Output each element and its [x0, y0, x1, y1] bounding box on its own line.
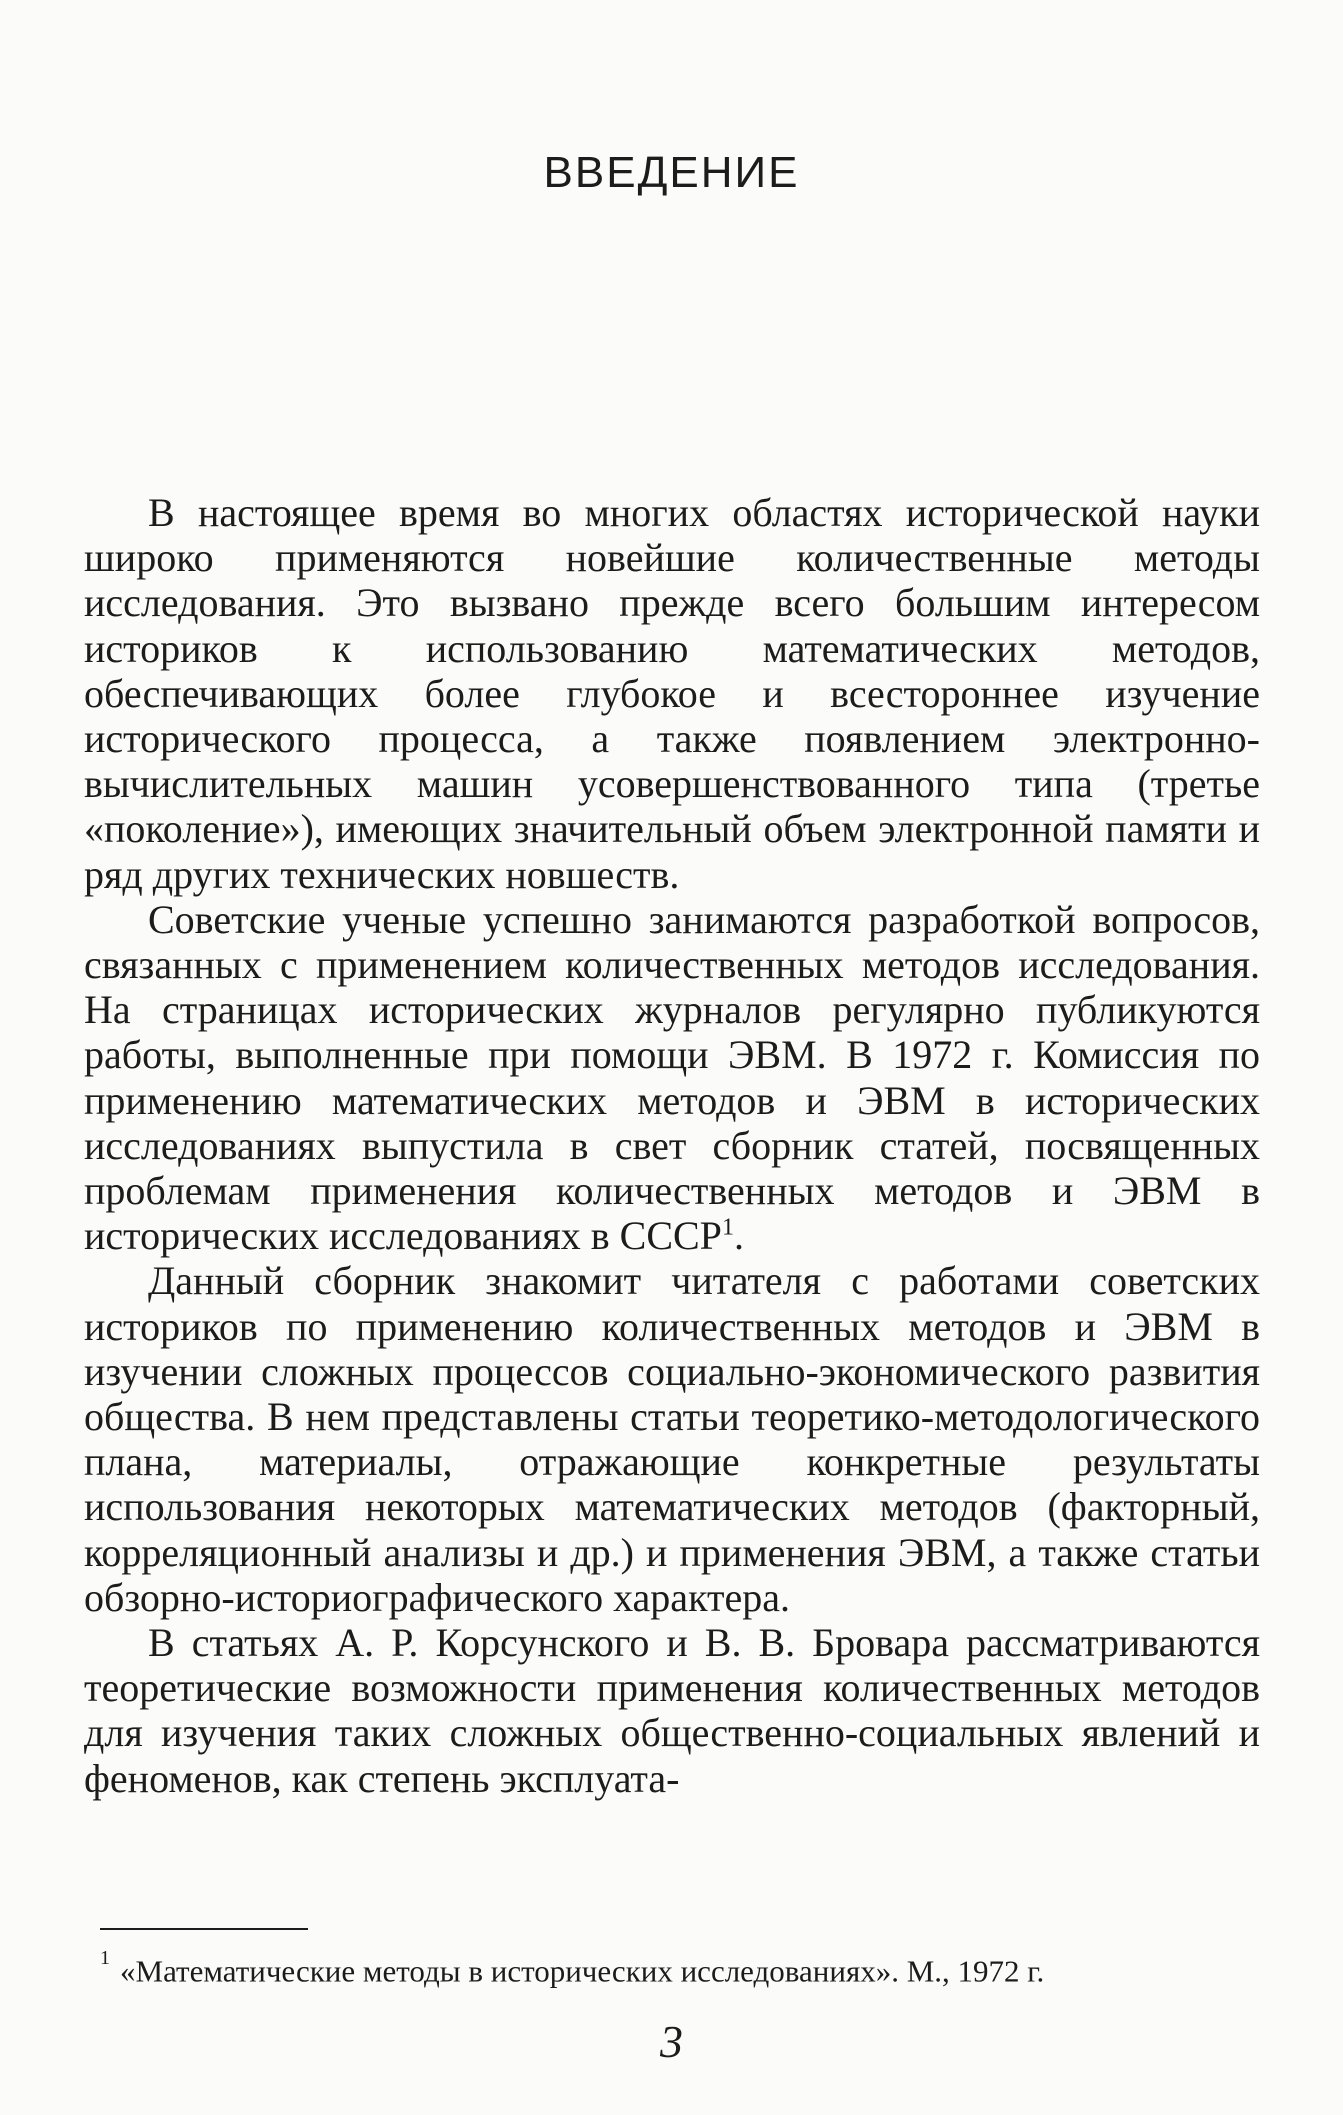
page-number: 3 [660, 2016, 683, 2067]
paragraph-2-text: Советские ученые успешно занимаются разработкой вопросов, связанных с применением количественных методов исследования. На страницах исторических журналов регулярно публикуются работы, выполненные при помощи ЭВМ. В 1972 г. Комиссия по применению математических методов и ЭВМ в исторических исследованиях выпустила в свет сборник статей, посвященных проблемам применения количественных методов и ЭВМ в исторических исследованиях в СССР [84, 896, 1260, 1259]
body-text [84, 490, 1260, 1801]
paragraph-1: В настоящее время во многих областях исторической науки широко применяются новейшие количественные методы исследования. Это вызвано прежде всего большим интересом историков к использованию математических методов, обеспечивающих более глубокое и всестороннее изучение исторического процесса, а также появлением электронно-вычислительных машин усовершенствованного типа (третье «поколение»), имеющих значительный объем электронной памяти и ряд других технических новшеств. [84, 490, 1260, 897]
chapter-title: ВВЕДЕНИЕ [543, 148, 800, 197]
footnote [100, 1944, 1280, 1991]
footnote-divider [100, 1928, 308, 1930]
footnote-text: «Математические методы в исторических исследованиях». М., 1972 г. [120, 1953, 1045, 1989]
footnote-reference[interactable]: 1 [721, 1214, 734, 1241]
paragraph-2 [84, 897, 1260, 1259]
paragraph-4: В статьях А. Р. Корсунского и В. В. Бровара рассматриваются теоретические возможности применения количественных методов для изучения таких сложных общественно-социальных явлений и феноменов, как степень эксплуата- [84, 1620, 1260, 1801]
paragraph-3: Данный сборник знакомит читателя с работами советских историков по применению количественных методов и ЭВМ в изучении сложных процессов социально-экономического развития общества. В нем представлены статьи теоретико-методологического плана, материалы, отражающие конкретные результаты использования некоторых математических методов (факторный, корреляционный анализы и др.) и применения ЭВМ, а также статьи обзорно-историографического характера. [84, 1258, 1260, 1620]
paragraph-2-end: . [733, 1213, 744, 1259]
footnote-marker: 1 [100, 1947, 110, 1969]
